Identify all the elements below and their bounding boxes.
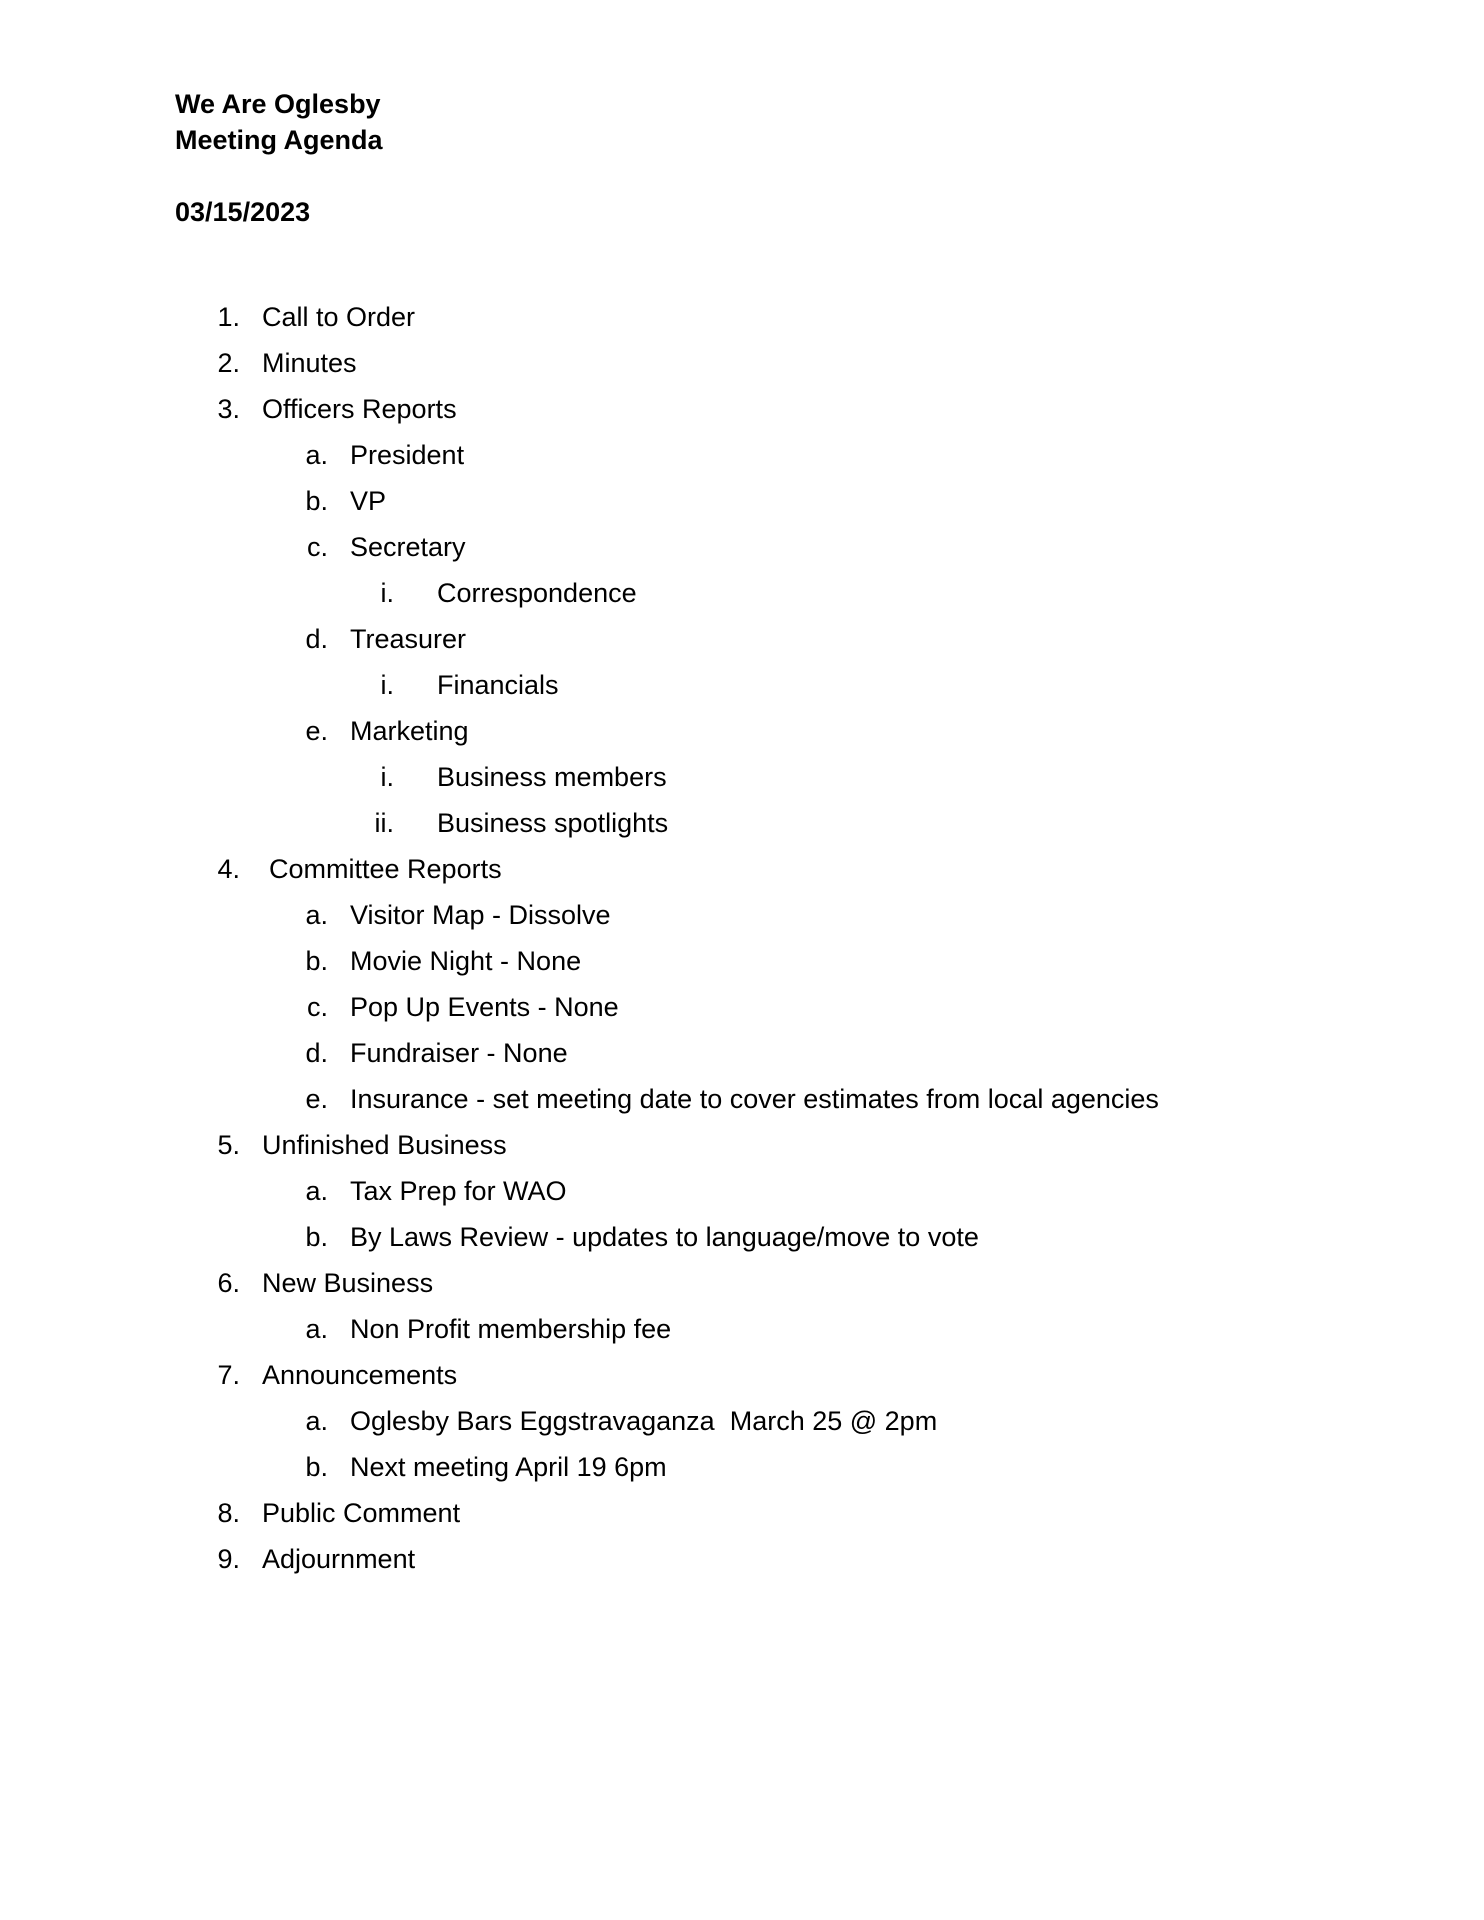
agenda-subitem: [0, 432, 1484, 478]
agenda-subitem: [0, 1168, 1484, 1214]
subsubitem-marker: ii.: [374, 808, 394, 838]
agenda-item: [0, 294, 1484, 340]
document-header: [175, 86, 383, 230]
subitem-label: Tax Prep for WAO: [350, 1176, 567, 1206]
agenda-item: [0, 1260, 1484, 1306]
agenda-item: [0, 340, 1484, 386]
subitem-marker: e.: [305, 716, 328, 746]
agenda-item: [0, 1122, 1484, 1168]
subsubitem-marker: i.: [380, 762, 394, 792]
subitem-label: Oglesby Bars Eggstravaganza March 25 @ 2pm: [350, 1406, 938, 1436]
item-number: 7.: [217, 1360, 240, 1390]
subitem-label: Fundraiser - None: [350, 1038, 568, 1068]
subitem-label: Visitor Map - Dissolve: [350, 900, 611, 930]
agenda-list: [0, 294, 1484, 1582]
subitem-marker: b.: [305, 1452, 328, 1482]
subitem-label: By Laws Review - updates to language/move to vote: [350, 1222, 979, 1252]
subsubitem-marker: i.: [380, 578, 394, 608]
agenda-subitem: [0, 1076, 1484, 1122]
item-label: Call to Order: [262, 302, 416, 332]
meeting-date: 03/15/2023: [175, 197, 311, 227]
agenda-item: [0, 1536, 1484, 1582]
subsubitem-marker: i.: [380, 670, 394, 700]
agenda-item: [0, 846, 1484, 892]
subitem-marker: c.: [306, 992, 328, 1022]
subitem-marker: d.: [305, 624, 328, 654]
subitem-label: Movie Night - None: [350, 946, 582, 976]
item-label: Adjournment: [262, 1544, 416, 1574]
item-label: Committee Reports: [269, 854, 502, 884]
subitem-marker: a.: [305, 1314, 328, 1344]
subsubitem-label: Financials: [437, 670, 559, 700]
subitem-marker: a.: [305, 900, 328, 930]
subitem-marker: b.: [305, 486, 328, 516]
agenda-subsubitem: [0, 800, 1484, 846]
subitem-marker: c.: [306, 532, 328, 562]
agenda-subitem: [0, 1444, 1484, 1490]
document-title: Meeting Agenda: [175, 125, 383, 155]
agenda-subitem: [0, 1306, 1484, 1352]
item-label: Minutes: [262, 348, 357, 378]
item-label: New Business: [262, 1268, 434, 1298]
agenda-subitem: [0, 1214, 1484, 1260]
organization-name: We Are Oglesby: [175, 89, 381, 119]
agenda-subitem: [0, 1398, 1484, 1444]
subsubitem-label: Correspondence: [437, 578, 637, 608]
subitem-label: Treasurer: [350, 624, 467, 654]
subitem-marker: a.: [305, 440, 328, 470]
subitem-marker: b.: [305, 1222, 328, 1252]
agenda-subitem: [0, 938, 1484, 984]
item-number: 1.: [217, 302, 240, 332]
subitem-label: Next meeting April 19 6pm: [350, 1452, 667, 1482]
item-number: 6.: [217, 1268, 240, 1298]
subsubitem-label: Business members: [437, 762, 667, 792]
subitem-marker: d.: [305, 1038, 328, 1068]
agenda-subitem: [0, 524, 1484, 570]
agenda-subsubitem: [0, 662, 1484, 708]
subitem-marker: a.: [305, 1176, 328, 1206]
agenda-subitem: [0, 984, 1484, 1030]
item-number: 9.: [217, 1544, 240, 1574]
subsubitem-label: Business spotlights: [437, 808, 669, 838]
subitem-label: President: [350, 440, 465, 470]
agenda-item: [0, 1490, 1484, 1536]
agenda-subitem: [0, 892, 1484, 938]
subitem-label: Secretary: [350, 532, 466, 562]
item-label: Officers Reports: [262, 394, 457, 424]
subitem-label: VP: [350, 486, 387, 516]
subitem-label: Insurance - set meeting date to cover estimates from local agencies: [350, 1084, 1159, 1114]
subitem-marker: a.: [305, 1406, 328, 1436]
item-label: Unfinished Business: [262, 1130, 507, 1160]
agenda-subsubitem: [0, 570, 1484, 616]
item-number: 4.: [217, 854, 240, 884]
subitem-marker: b.: [305, 946, 328, 976]
item-number: 2.: [217, 348, 240, 378]
agenda-subitem: [0, 616, 1484, 662]
subitem-label: Marketing: [350, 716, 469, 746]
agenda-subitem: [0, 708, 1484, 754]
item-label: Announcements: [262, 1360, 458, 1390]
item-label: Public Comment: [262, 1498, 461, 1528]
item-number: 3.: [217, 394, 240, 424]
agenda-subitem: [0, 478, 1484, 524]
agenda-subitem: [0, 1030, 1484, 1076]
agenda-item: [0, 386, 1484, 432]
agenda-subsubitem: [0, 754, 1484, 800]
item-number: 8.: [217, 1498, 240, 1528]
agenda-item: [0, 1352, 1484, 1398]
subitem-label: Pop Up Events - None: [350, 992, 619, 1022]
item-number: 5.: [217, 1130, 240, 1160]
subitem-marker: e.: [305, 1084, 328, 1114]
subitem-label: Non Profit membership fee: [350, 1314, 672, 1344]
